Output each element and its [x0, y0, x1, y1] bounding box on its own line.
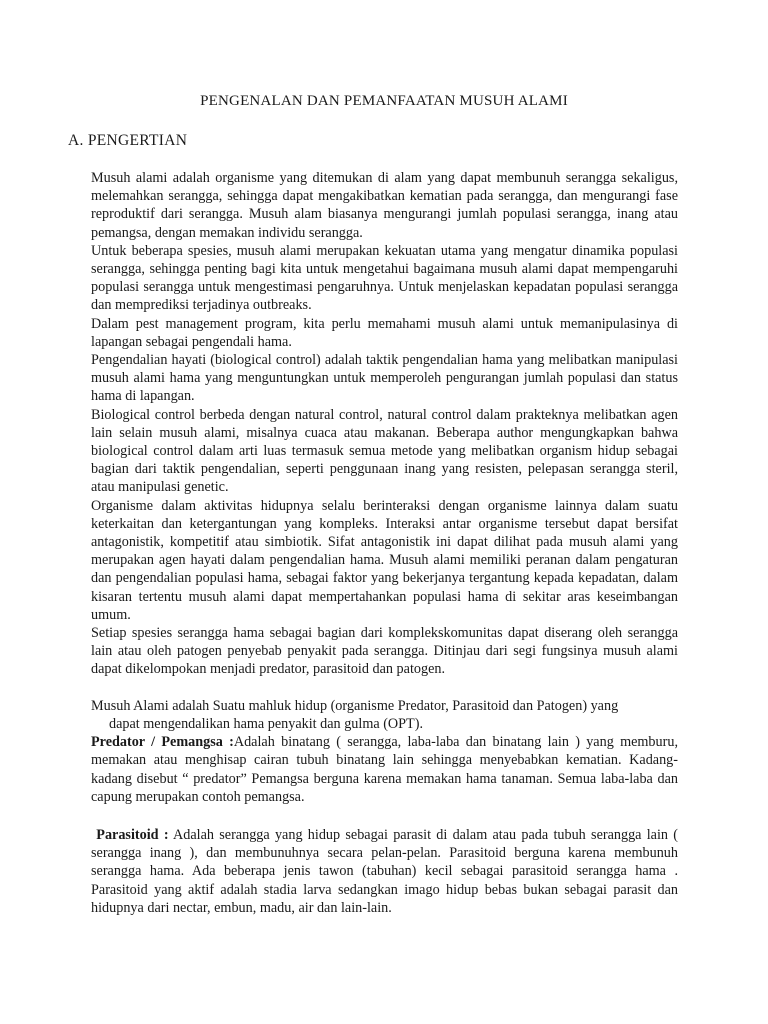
paragraph-3: Dalam pest management program, kita perlu memahami musuh alami untuk memanipulasinya di lapangan sebagai pengendali hama.	[91, 315, 678, 350]
predator-label: Predator / Pemangsa :	[91, 734, 234, 751]
parasitoid-text: Adalah serangga yang hidup sebagai parasit di dalam atau pada tubuh serangga lain ( serangga inang ), dan membunuhnya secara pelan-pelan. Parasitoid berguna karena membunuh serangga hama. Ada beberapa jenis tawon (tabuhan) kecil sebagai parasitoid serangga hama . Parasitoid yang aktif adalah stadia larva sedangkan imago hidup bebas bukan sebagai parasit dan hidupnya dari nectar, embun, madu, air dan lain-lain.	[91, 826, 678, 916]
paragraph-definition	[91, 697, 678, 733]
definition-line-2: dapat mengendalikan hama penyakit dan gulma (OPT).	[109, 715, 423, 732]
document-title: PENGENALAN DAN PEMANFAATAN MUSUH ALAMI	[200, 93, 568, 109]
paragraph-6: Organisme dalam aktivitas hidupnya selalu berinteraksi dengan organisme lainnya dalam suatu keterkaitan dan ketergantungan yang kompleks. Interaksi antar organisme tersebut dapat bersifat antagonistik, kompetitif atau simbiotik. Sifat antagonistik ini dapat dilihat pada musuh alami yang merupakan agen hayati dalam pengendalian hama. Musuh alami memiliki peranan dalam pengaturan dan pengendalian populasi hama, sebagai faktor yang bekerjanya tergantung kepada kepadatan, dalam kisaran tertentu musuh alami dapat mempertahankan populasi hama di sekitar aras keseimbangan umum.	[91, 497, 678, 623]
paragraph-parasitoid	[91, 826, 678, 917]
paragraph-1: Musuh alami adalah organisme yang ditemukan di alam yang dapat membunuh serangga sekaligus, melemahkan serangga, sehingga dapat mengakibatkan kematian pada serangga, dan mengurangi fase reproduktif dari serangga. Musuh alam biasanya mengurangi jumlah populasi serangga, inang atau pemangsa, dengan memakan individu serangga.	[91, 170, 678, 241]
parasitoid-label: Parasitoid :	[96, 826, 169, 843]
document-body	[91, 169, 678, 917]
paragraph-predator	[91, 733, 678, 806]
paragraph-4: Pengendalian hayati (biological control) adalah taktik pengendalian hama yang melibatkan manipulasi musuh alami hama yang menguntungkan untuk memperoleh pengurangan jumlah populasi dan status hama di lapangan.	[91, 352, 678, 405]
predator-text: Adalah binatang ( serangga, laba-laba dan binatang lain ) yang memburu, memakan atau menghisap cairan tubuh binatang lain sehingga menyebabkan kematian. Kadang-kadang disebut “ predator” Pemangsa berguna karena memakan hama tanaman. Semua laba-laba dan capung merupakan contoh pemangsa.	[91, 734, 678, 805]
paragraph-5: Biological control berbeda dengan natural control, natural control dalam prakteknya melibatkan agen lain selain musuh alami, misalnya cuaca atau makanan. Beberapa author mengungkapkan bahwa biological control dalam arti luas termasuk semua metode yang melibatkan organism hidup sebagai bagian dari taktik pengendalian, seperti penggunaan inang yang resisten, pelepasan serangga steril, atau manipulasi genetic.	[91, 406, 678, 496]
paragraph-7: Setiap spesies serangga hama sebagai bagian dari komplekskomunitas dapat diserang oleh serangga lain atau oleh patogen penyebab penyakit pada serangga. Ditinjau dari segi fungsinya musuh alami dapat dikelompokan menjadi predator, parasitoid dan patogen.	[91, 625, 678, 678]
section-heading: A. PENGERTIAN	[68, 132, 188, 149]
paragraph-2: Untuk beberapa spesies, musuh alami merupakan kekuatan utama yang mengatur dinamika populasi serangga, sehingga penting bagi kita untuk mengetahui bagaimana musuh alami dapat mempengaruhi populasi serangga untuk mengestimasi pengaruhnya. Untuk menjelaskan kepadatan populasi serangga dan memprediksi terjadinya outbreaks.	[91, 242, 678, 314]
definition-line-1: Musuh Alami adalah Suatu mahluk hidup (organisme Predator, Parasitoid dan Patogen) yang	[91, 697, 619, 714]
